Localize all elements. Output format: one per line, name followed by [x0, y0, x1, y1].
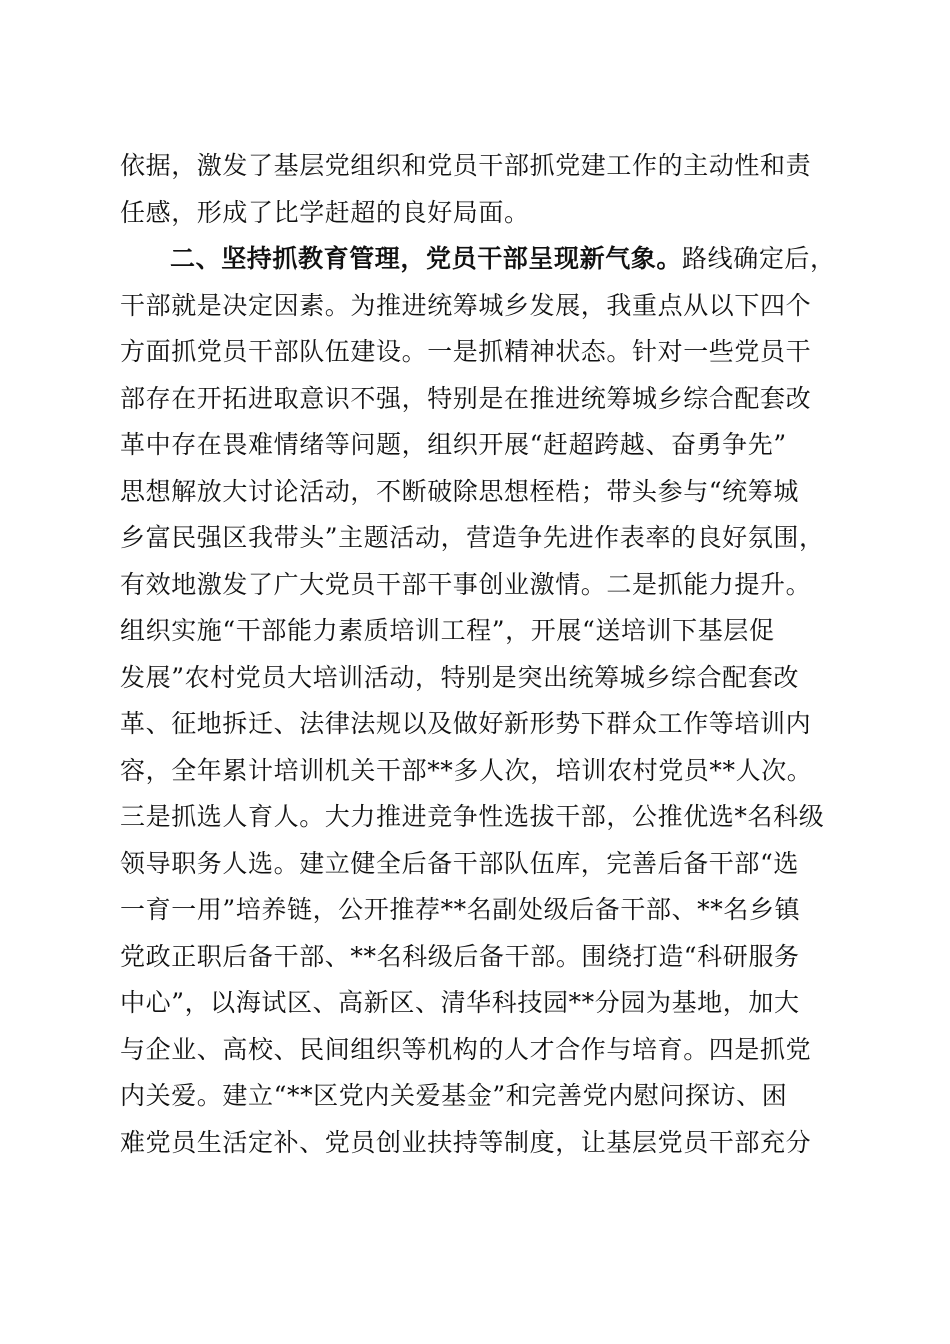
text-line: 部存在开拓进取意识不强，特别是在推进统筹城乡综合配套改 [120, 383, 812, 413]
text-line: 任感，形成了比学赶超的良好局面。 [120, 197, 530, 227]
text-line: 中心”，以海试区、高新区、清华科技园**分园为基地，加大 [120, 988, 800, 1017]
text-line: 与企业、高校、民间组织等机构的人才合作与培育。四是抓党 [120, 1034, 812, 1064]
section-heading-line [120, 236, 836, 283]
text-run: 路线确定后， [682, 244, 836, 273]
text-line: 方面抓党员干部队伍建设。一是抓精神状态。针对一些党员干 [120, 337, 812, 366]
text-line: 思想解放大讨论活动，不断破除思想桎梏；带头参与“统筹城 [120, 476, 799, 506]
text-line: 一育一用”培养链，公开推荐**名副处级后备干部、**名乡镇 [120, 895, 801, 924]
text-line: 干部就是决定因素。为推进统筹城乡发展，我重点从以下四个 [120, 290, 812, 320]
text-line: 革、征地拆迁、法律法规以及做好新形势下群众工作等培训内 [120, 709, 812, 738]
text-line: 难党员生活定补、党员创业扶持等制度，让基层党员干部充分 [120, 1127, 812, 1157]
text-line: 党政正职后备干部、**名科级后备干部。围绕打造“科研服务 [120, 941, 800, 971]
text-line: 组织实施“干部能力素质培训工程”，开展“送培训下基层促 [120, 616, 775, 645]
text-line: 内关爱。建立“**区党内关爱基金”和完善党内慰问探访、困 [120, 1081, 788, 1110]
section-heading: 二、坚持抓教育管理，党员干部呈现新气象。 [170, 244, 683, 273]
text-line: 依据，激发了基层党组织和党员干部抓党建工作的主动性和责 [120, 151, 812, 180]
text-line: 发展”农村党员大培训活动，特别是突出统筹城乡综合配套改 [120, 662, 799, 692]
text-line: 三是抓选人育人。大力推进竞争性选拔干部，公推优选*名科级 [120, 802, 825, 831]
text-line: 领导职务人选。建立健全后备干部队伍库，完善后备干部“选 [120, 848, 799, 878]
text-line: 革中存在畏难情绪等问题，组织开展“赶超跨越、奋勇争先” [120, 430, 787, 459]
text-line: 有效地激发了广大党员干部干事创业激情。二是抓能力提升。 [120, 569, 812, 599]
text-line: 容，全年累计培训机关干部**多人次，培训农村党员**人次。 [120, 755, 813, 785]
text-line: 乡富民强区我带头”主题活动，营造争先进作表率的良好氛围， [120, 523, 825, 552]
body-text [120, 143, 836, 1166]
